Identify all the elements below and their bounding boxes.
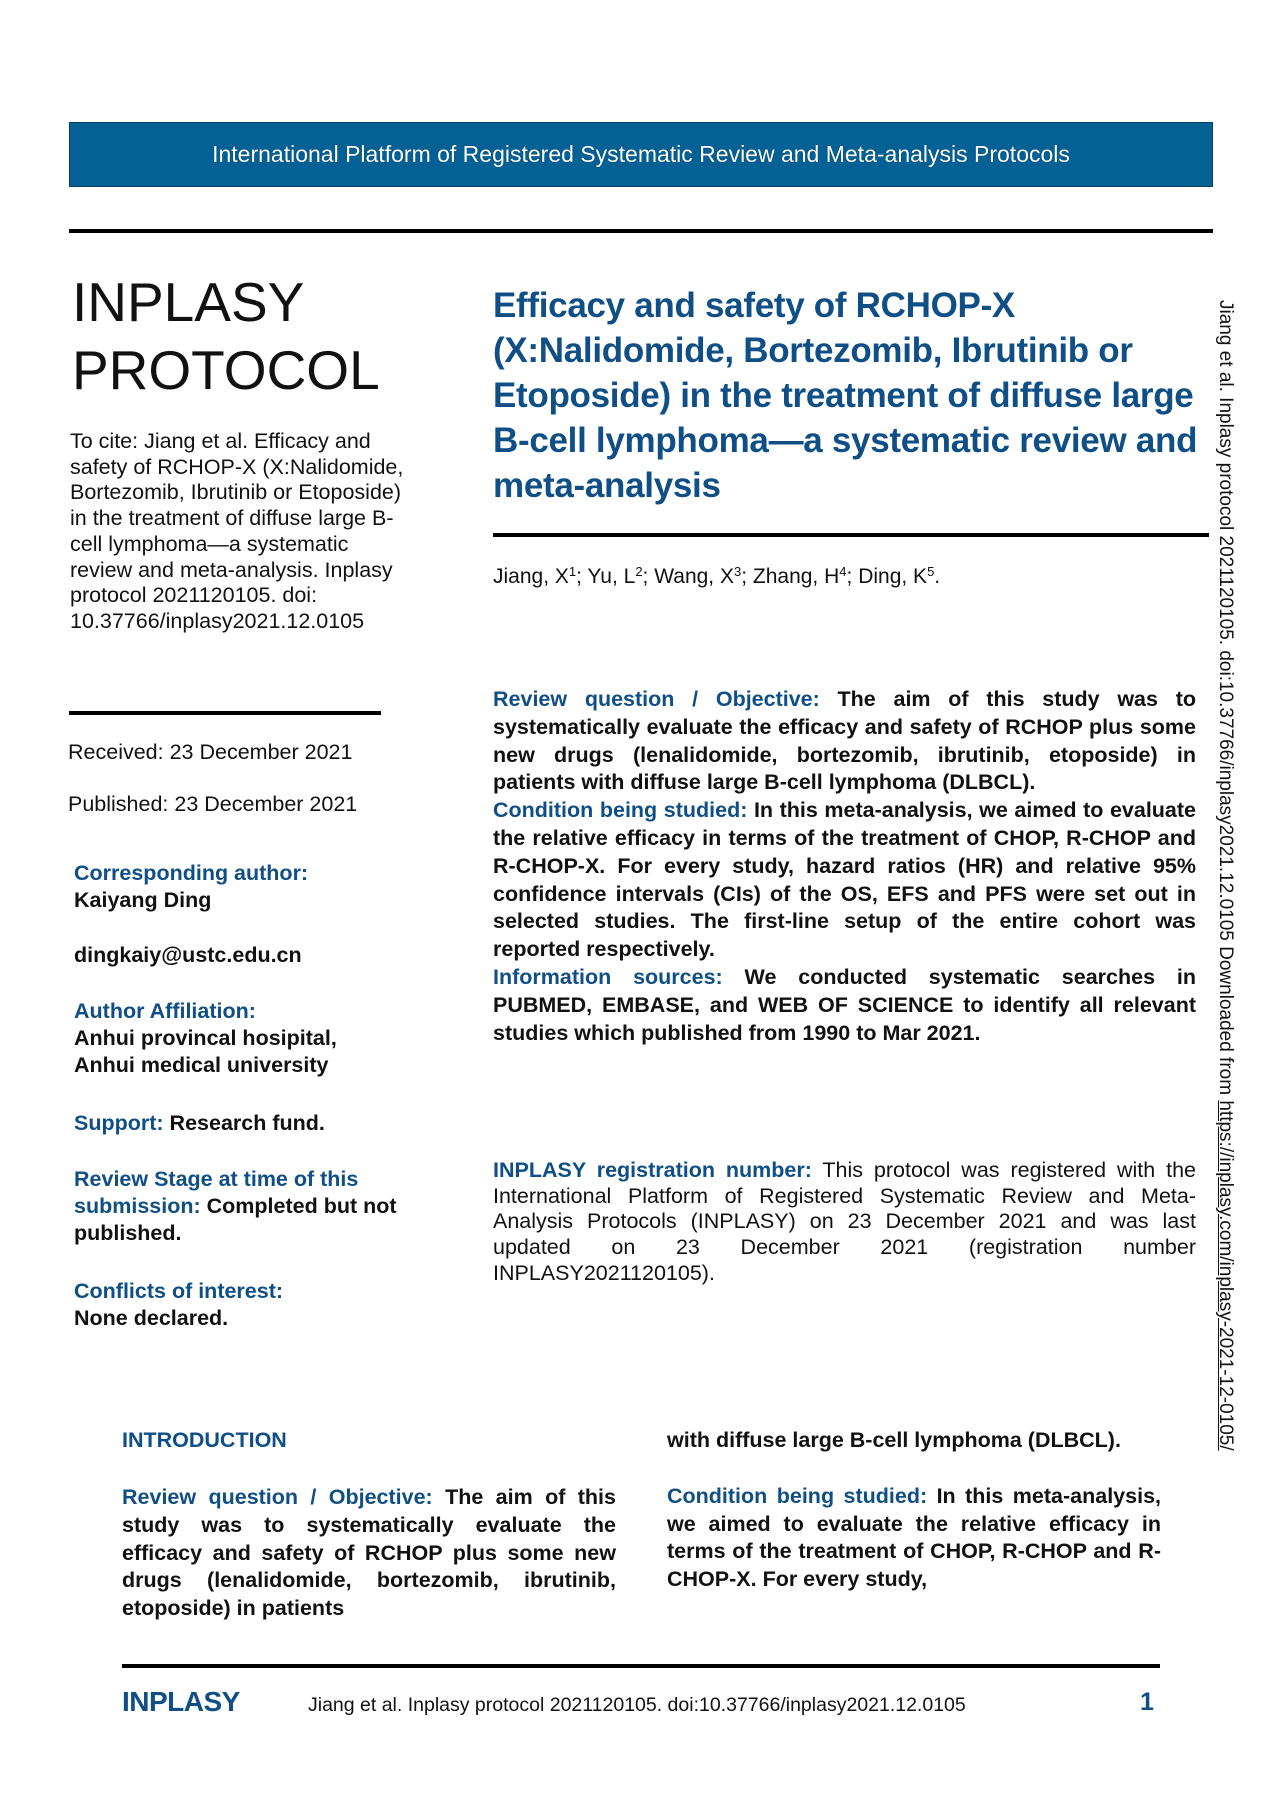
side-note-text: Jiang et al. Inplasy protocol 2021120105. doi:10.37766/inplasy2021.12.0105 Downloaded from bbox=[1215, 300, 1236, 1101]
review-stage-value: Completed but not published. bbox=[74, 1194, 397, 1245]
footer-divider bbox=[122, 1664, 1160, 1668]
intro-condition-text: In this meta-analysis, we aimed to evaluate the relative efficacy in terms of the treatment of CHOP, R-CHOP and R-CHOP-X. For every study, bbox=[667, 1483, 1161, 1592]
review-stage-label: Review Stage at time of this submission: bbox=[74, 1167, 359, 1218]
intro-condition-label: Condition being studied: bbox=[667, 1483, 928, 1508]
top-divider bbox=[69, 229, 1213, 233]
corresponding-author-block bbox=[74, 860, 414, 914]
protocol-heading-line1: INPLASY bbox=[72, 271, 305, 333]
registration-text: This protocol was registered with the International Platform of Registered Systematic Review and Meta-Analysis Protocols (INPLASY) on 23 December 2021 and was last updated on 23 December 2021 (registration number INPLASY2021120105). bbox=[493, 1158, 1196, 1285]
article-title: Efficacy and safety of RCHOP-X (X:Nalidomide, Bortezomib, Ibrutinib or Etoposide) in the treatment of diffuse large B-cell lymphoma—a systematic review and meta-analysis bbox=[493, 286, 1198, 505]
affiliation-block bbox=[74, 998, 414, 1079]
published-date: Published: 23 December 2021 bbox=[68, 792, 358, 816]
protocol-heading bbox=[72, 268, 380, 404]
intro-review-question-text: The aim of this study was to systematically evaluate the efficacy and safety of RCHOP plus some new drugs (lenalidomide, bortezomib, ibrutinib, etoposide) in patients bbox=[122, 1485, 616, 1621]
review-stage-block bbox=[74, 1166, 404, 1247]
citation-text: To cite: Jiang et al. Efficacy and safety of RCHOP-X (X:Nalidomide, Bortezomib, Ibrutinib or Etoposide) in the treatment of diffuse large B-cell lymphoma—a systematic review and meta-analysis. Inplasy protocol 2021120105. doi: 10.37766/inplasy2021.12.0105 bbox=[70, 429, 404, 633]
title-divider bbox=[493, 533, 1209, 537]
abstract-condition-label: Condition being studied: bbox=[493, 798, 748, 823]
registration-info bbox=[493, 1158, 1196, 1287]
registration-label: INPLASY registration number: bbox=[493, 1158, 812, 1182]
intro-review-question-label: Review question / Objective: bbox=[122, 1485, 433, 1509]
author-email[interactable] bbox=[74, 942, 414, 969]
support-value: Research fund. bbox=[169, 1111, 325, 1135]
abstract-review-question bbox=[493, 686, 1196, 797]
conflicts-block bbox=[74, 1278, 414, 1332]
footer-brand: INPLASY bbox=[122, 1686, 240, 1717]
abstract-info-sources-label: Information sources: bbox=[493, 964, 723, 989]
download-side-note bbox=[1214, 300, 1236, 1451]
affiliation-label: Author Affiliation: bbox=[74, 999, 256, 1023]
introduction-heading: INTRODUCTION bbox=[122, 1428, 287, 1452]
author-list bbox=[493, 564, 940, 589]
intro-left-column bbox=[122, 1484, 616, 1623]
abstract-condition-text: In this meta-analysis, we aimed to evaluate the relative efficacy in terms of the treatment of CHOP, R-CHOP and R-CHOP-X. For every study, hazard ratios (HR) and relative 95% confidence intervals (CIs) of the OS, EFS and PFS were set out in selected studies. The first-line setup of the entire cohort was reported respectively. bbox=[493, 798, 1197, 962]
support-label: Support: bbox=[74, 1111, 164, 1135]
abstract-review-question-label: Review question / Objective: bbox=[493, 687, 820, 711]
abstract-info-sources-text: We conducted systematic searches in PUBMED, EMBASE, and WEB OF SCIENCE to identify all relevant studies which published from 1990 to Mar 2021. bbox=[493, 964, 1196, 1045]
banner-text: International Platform of Registered Systematic Review and Meta-analysis Protocols bbox=[212, 141, 1070, 167]
intro-right-column bbox=[667, 1427, 1161, 1594]
affiliation-line2: Anhui medical university bbox=[74, 1053, 329, 1077]
author-2: Yu, $L^2$; bbox=[587, 564, 655, 588]
author-5: Ding, $K^5$. bbox=[858, 564, 941, 588]
author-4: Zhang, $H^4$; bbox=[752, 564, 859, 588]
corresponding-author-name: Kaiyang Ding bbox=[74, 888, 212, 912]
author-email-text[interactable]: dingkaiy@ustc.edu.cn bbox=[74, 943, 302, 967]
conflicts-label: Conflicts of interest: bbox=[74, 1279, 284, 1303]
corresponding-author-label: Corresponding author: bbox=[74, 861, 309, 885]
footer-citation: Jiang et al. Inplasy protocol 2021120105. doi:10.37766/inplasy2021.12.0105 bbox=[308, 1694, 966, 1716]
received-date: Received: 23 December 2021 bbox=[68, 740, 353, 764]
left-divider bbox=[69, 711, 381, 715]
support-block bbox=[74, 1110, 414, 1137]
abstract-condition bbox=[493, 797, 1196, 964]
affiliation-line1: Anhui provincal hosipital, bbox=[74, 1026, 337, 1050]
abstract-info-sources bbox=[493, 964, 1196, 1047]
abstract bbox=[493, 686, 1196, 1047]
conflicts-value: None declared. bbox=[74, 1306, 229, 1330]
download-link[interactable]: https://inplasy.com/inplasy-2021-12-0105/ bbox=[1215, 1100, 1236, 1451]
author-3: Wang, $X^3$; bbox=[654, 564, 753, 588]
intro-review-question-continued: with diffuse large B-cell lymphoma (DLBCL). bbox=[667, 1428, 1121, 1452]
abstract-review-question-text: The aim of this study was to systematically evaluate the efficacy and safety of RCHOP plus some new drugs (lenalidomide, bortezomib, ibrutinib, etoposide) in patients with diffuse large B-cell lymphoma (DLBCL). bbox=[493, 687, 1196, 795]
page-number: 1 bbox=[1140, 1688, 1154, 1716]
protocol-heading-line2: PROTOCOL bbox=[72, 339, 380, 401]
platform-banner bbox=[69, 122, 1213, 187]
author-1: Jiang, $X^1$; bbox=[493, 564, 588, 588]
